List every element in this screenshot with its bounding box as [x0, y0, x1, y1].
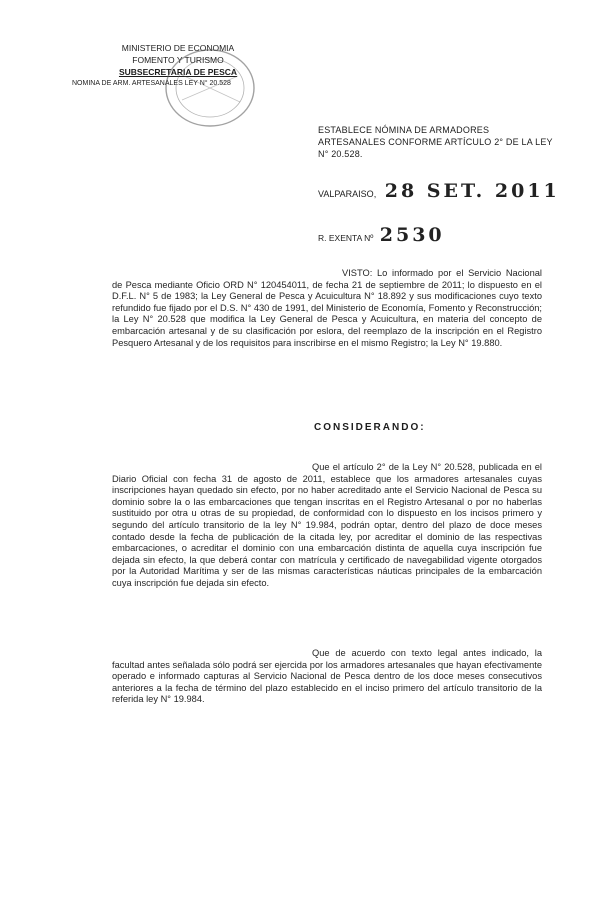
document-reference: NOMINA DE ARM. ARTESANALES LEY N° 20.528 [72, 80, 231, 87]
resolution-line [318, 224, 445, 246]
considerando-heading: CONSIDERANDO: [314, 422, 426, 433]
considerando-paragraph-1: Que el artículo 2° de la Ley N° 20.528, publicada en el Diario Oficial con fecha 31 de agosto de 2011, establece que los armadores artesanales cuyas inscripciones hayan quedado sin efecto, por no haber acreditado ante el Servicio Nacional de Pesca su dominio sobre la o las embarcaciones que tengan inscritas en el Registro Artesanal o por no haberlas sustituido por otra u otras de su propiedad, de conformidad con lo dispuesto en los incisos primero y segundo del artículo transitorio de la ley N° 19.984, podrán optar, dentro del plazo de doce meses contado desde la fecha de publicación de la citada ley, por acreditar el dominio de las respectivas embarcaciones, o acreditar el dominio con una embarcación distinta de aquella cuya inscripción fue dejada sin efecto, la que deberá contar con matrícula y certificado de navegabilidad vigente otorgados por la Autoridad Marítima y ser de las mismas características náuticas principales de la embarcación cuya inscripción fue dejada sin efecto. [112, 462, 542, 588]
subsecretaria-name: SUBSECRETARIA DE PESCA [118, 67, 238, 77]
date-place: VALPARAISO, [318, 189, 377, 199]
document-title: ESTABLECE NÓMINA DE ARMADORES ARTESANALES CONFORME ARTÍCULO 2° DE LA LEY N° 20.528. [318, 125, 553, 159]
resolution-number: 2530 [379, 224, 445, 246]
resolution-label: R. EXENTA Nº [318, 233, 374, 243]
considerando-paragraph-2: Que de acuerdo con texto legal antes indicado, la facultad antes señalada sólo podrá ser ejercida por los armadores artesanales que hayan efectivamente operado e informado capturas al Servicio Nacional de Pesca dentro de los doce meses consecutivos anteriores a la fecha de término del plazo establecido en el inciso primero del artículo transitorio de la referida ley N° 19.984. [112, 648, 542, 705]
ministry-name-line-2: FOMENTO Y TURISMO [132, 55, 224, 65]
official-seal-stamp [150, 44, 270, 134]
date-stamp: 28 SET. 2011 [384, 180, 560, 202]
date-line [318, 180, 560, 202]
visto-paragraph: VISTO: Lo informado por el Servicio Nacional de Pesca mediante Oficio ORD N° 120454011, de fecha 21 de septiembre de 2011; lo dispuesto en el D.F.L. N° 5 de 1983; la Ley General de Pesca y Acuicultura N° 18.892 y sus modificaciones cuyo texto refundido fue fijado por el D.S. N° 430 de 1991, del Ministerio de Economía, Fomento y Reconstrucción; la Ley N° 20.528 que modifica la Ley General de Pesca y Acuicultura, en materia del concepto de embarcación artesanal y de su clasificación por eslora, del reemplazo de la inscripción en el Registro Pesquero Artesanal y de los requisitos para inscribirse en el mismo Registro; la Ley N° 19.880. [112, 268, 542, 348]
ministry-name: MINISTERIO DE ECONOMIA [121, 43, 235, 53]
